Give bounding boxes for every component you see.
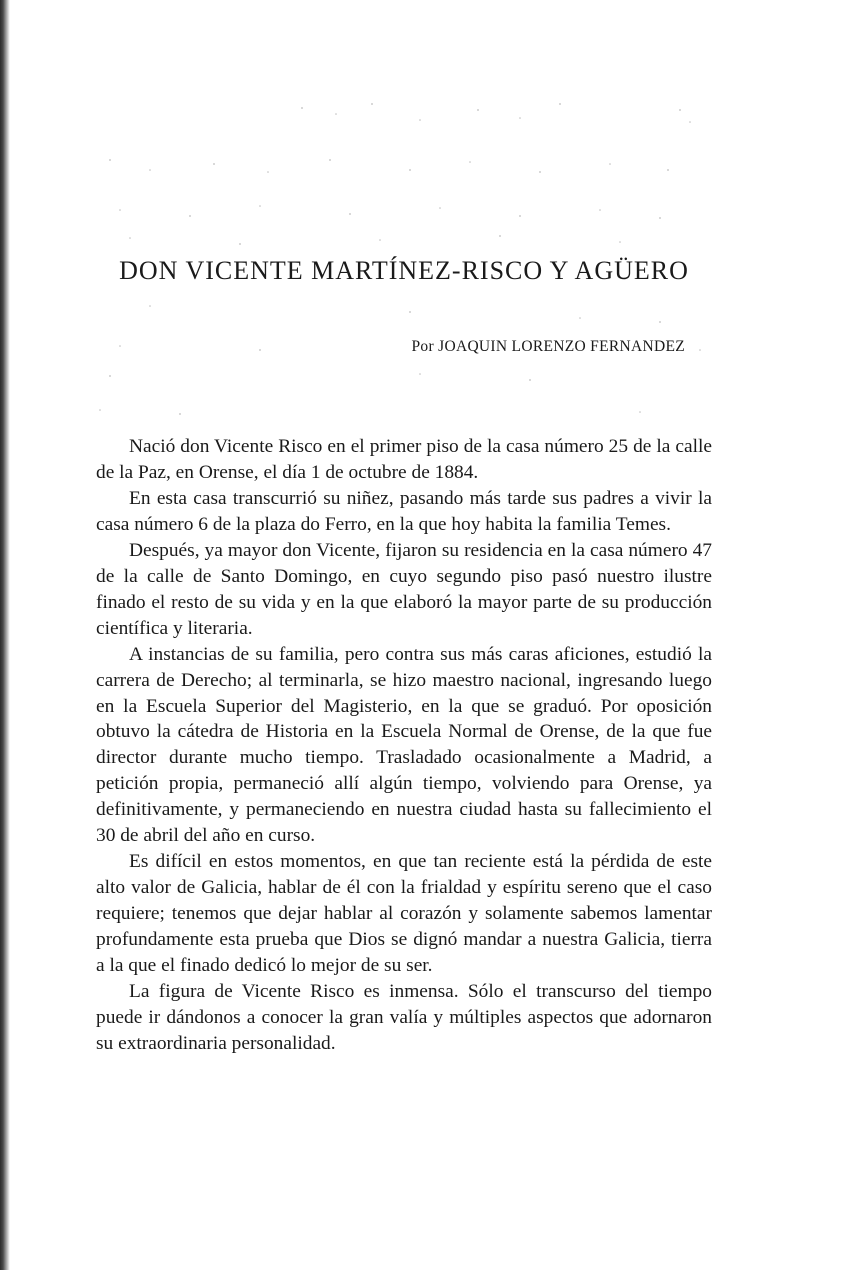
- body-paragraph: La figura de Vicente Risco es inmensa. Sólo el transcurso del tiempo puede ir dándonos a conocer la gran valía y múltiples aspectos que adornaron su extraordinaria personalidad.: [96, 981, 712, 1054]
- article-title: DON VICENTE MARTÍNEZ-RISCO Y AGÜERO: [119, 256, 689, 285]
- body-paragraph: Después, ya mayor don Vicente, fijaron su residencia en la casa número 47 de la calle de Santo Domingo, en cuyo segundo piso pasó nuestro ilustre finado el resto de su vida y en la que elaboró la mayor parte de su producción científica y literaria.: [96, 539, 712, 639]
- body-paragraph: Es difícil en estos momentos, en que tan reciente está la pérdida de este alto valor de Galicia, hablar de él con la frialdad y espíritu sereno que el caso requiere; tenemos que dejar hablar al corazón y solamente sabemos lamentar profundamente esta prueba que Dios se dignó mandar a nuestra Galicia, tierra a la que el finado dedicó lo mejor de su ser.: [96, 851, 712, 977]
- body-paragraph: En esta casa transcurrió su niñez, pasando más tarde sus padres a vivir la casa número 6 de la plaza do Ferro, en la que hoy habita la familia Temes.: [96, 487, 712, 535]
- body-paragraph: Nació don Vicente Risco en el primer piso de la casa número 25 de la calle de la Paz, en Orense, el día 1 de octubre de 1884.: [96, 436, 712, 483]
- article-byline: Por JOAQUIN LORENZO FERNANDEZ: [411, 338, 685, 355]
- article-body: [96, 434, 712, 1057]
- body-paragraph: A instancias de su familia, pero contra sus más caras aficiones, estudió la carrera de Derecho; al terminarla, se hizo maestro nacional, ingresando luego en la Escuela Superior del Magisterio, en la que se graduó. Por oposición obtuvo la cátedra de Historia en la Escuela Normal de Orense, de la que fue director durante mucho tiempo. Trasladado ocasionalmente a Madrid, a petición propia, permaneció allí algún tiempo, volviendo para Orense, ya definitivamente, y permaneciendo en nuestra ciudad hasta su fallecimiento el 30 de abril del año en curso.: [96, 643, 712, 847]
